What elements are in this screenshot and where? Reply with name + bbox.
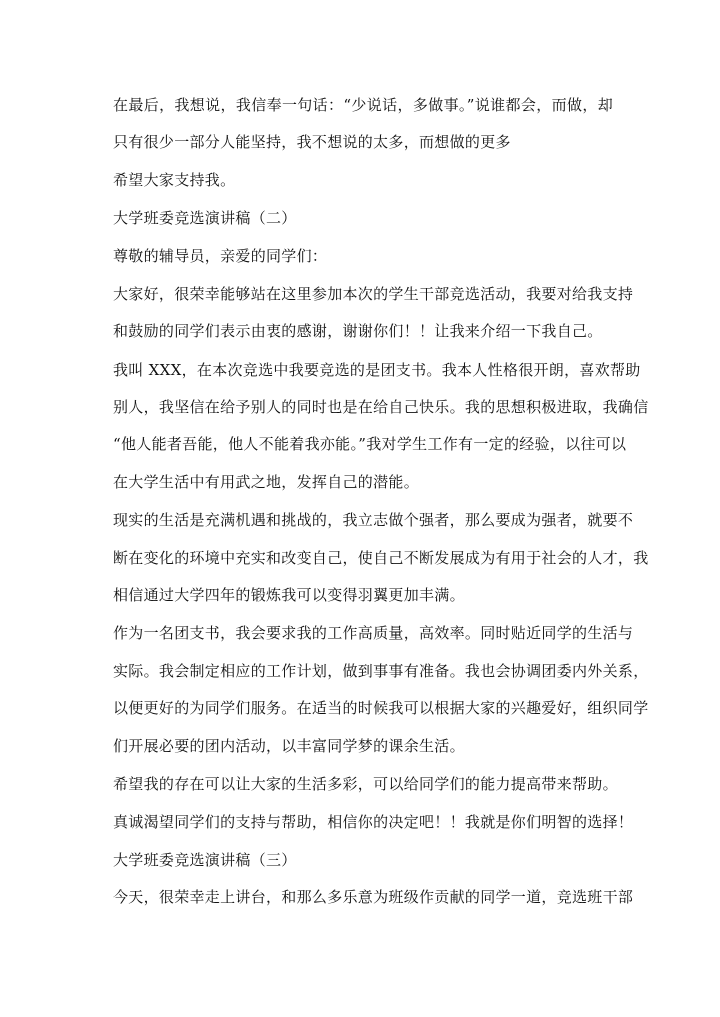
- text-line: 我叫 XXX，在本次竞选中我要竞选的是团支书。我本人性格很开朗，喜欢帮助: [113, 361, 641, 379]
- text-line: 相信通过大学四年的锻炼我可以变得羽翼更加丰满。: [113, 586, 465, 604]
- text-line: “他人能者吾能，他人不能着我亦能。”我对学生工作有一定的经验，以往可以: [113, 435, 627, 453]
- text-line: 希望我的存在可以让大家的生活多彩，可以给同学们的能力提高带来帮助。: [113, 775, 618, 793]
- text-line: 现实的生活是充满机遇和挑战的，我立志做个强者，那么要成为强者，就要不: [113, 511, 634, 529]
- text-line: 希望大家支持我。: [113, 171, 236, 189]
- text-line: 和鼓励的同学们表示由衷的感谢，谢谢你们！！让我来介绍一下我自己。: [113, 322, 603, 340]
- text-line: 以便更好的为同学们服务。在适当的时候我可以根据大家的兴趣爱好，组织同学: [113, 699, 649, 717]
- text-line: 实际。我会制定相应的工作计划，做到事事有准备。我也会协调团委内外关系，: [113, 662, 649, 680]
- section-heading: 大学班委竞选演讲稿（三）: [113, 851, 297, 869]
- text-line: 今天，很荣幸走上讲台，和那么多乐意为班级作贡献的同学一道，竞选班干部: [113, 888, 634, 906]
- salutation: 尊敬的辅导员，亲爱的同学们：: [113, 247, 328, 265]
- text-line: 作为一名团支书，我会要求我的工作高质量，高效率。同时贴近同学的生活与: [113, 624, 634, 642]
- text-line: 断在变化的环境中充实和改变自己，使自己不断发展成为有用于社会的人才，我: [113, 549, 649, 567]
- text-line: 在大学生活中有用武之地，发挥自己的潜能。: [113, 473, 420, 491]
- text-line: 大家好，很荣幸能够站在这里参加本次的学生干部竞选活动，我要对给我支持: [113, 285, 634, 303]
- text-line: 们开展必要的团内活动，以丰富同学梦的课余生活。: [113, 737, 465, 755]
- text-line: 只有很少一部分人能坚持，我不想说的太多，而想做的更多: [113, 133, 511, 151]
- text-line: 在最后，我想说，我信奉一句话：“少说话，多做事。”说谁都会，而做，却: [113, 96, 613, 114]
- text-line: 别人，我坚信在给予别人的同时也是在给自己快乐。我的思想积极进取，我确信: [113, 398, 649, 416]
- text-line: 真诚渴望同学们的支持与帮助，相信你的决定吧！！我就是你们明智的选择！: [113, 813, 634, 831]
- section-heading: 大学班委竞选演讲稿（二）: [113, 209, 297, 227]
